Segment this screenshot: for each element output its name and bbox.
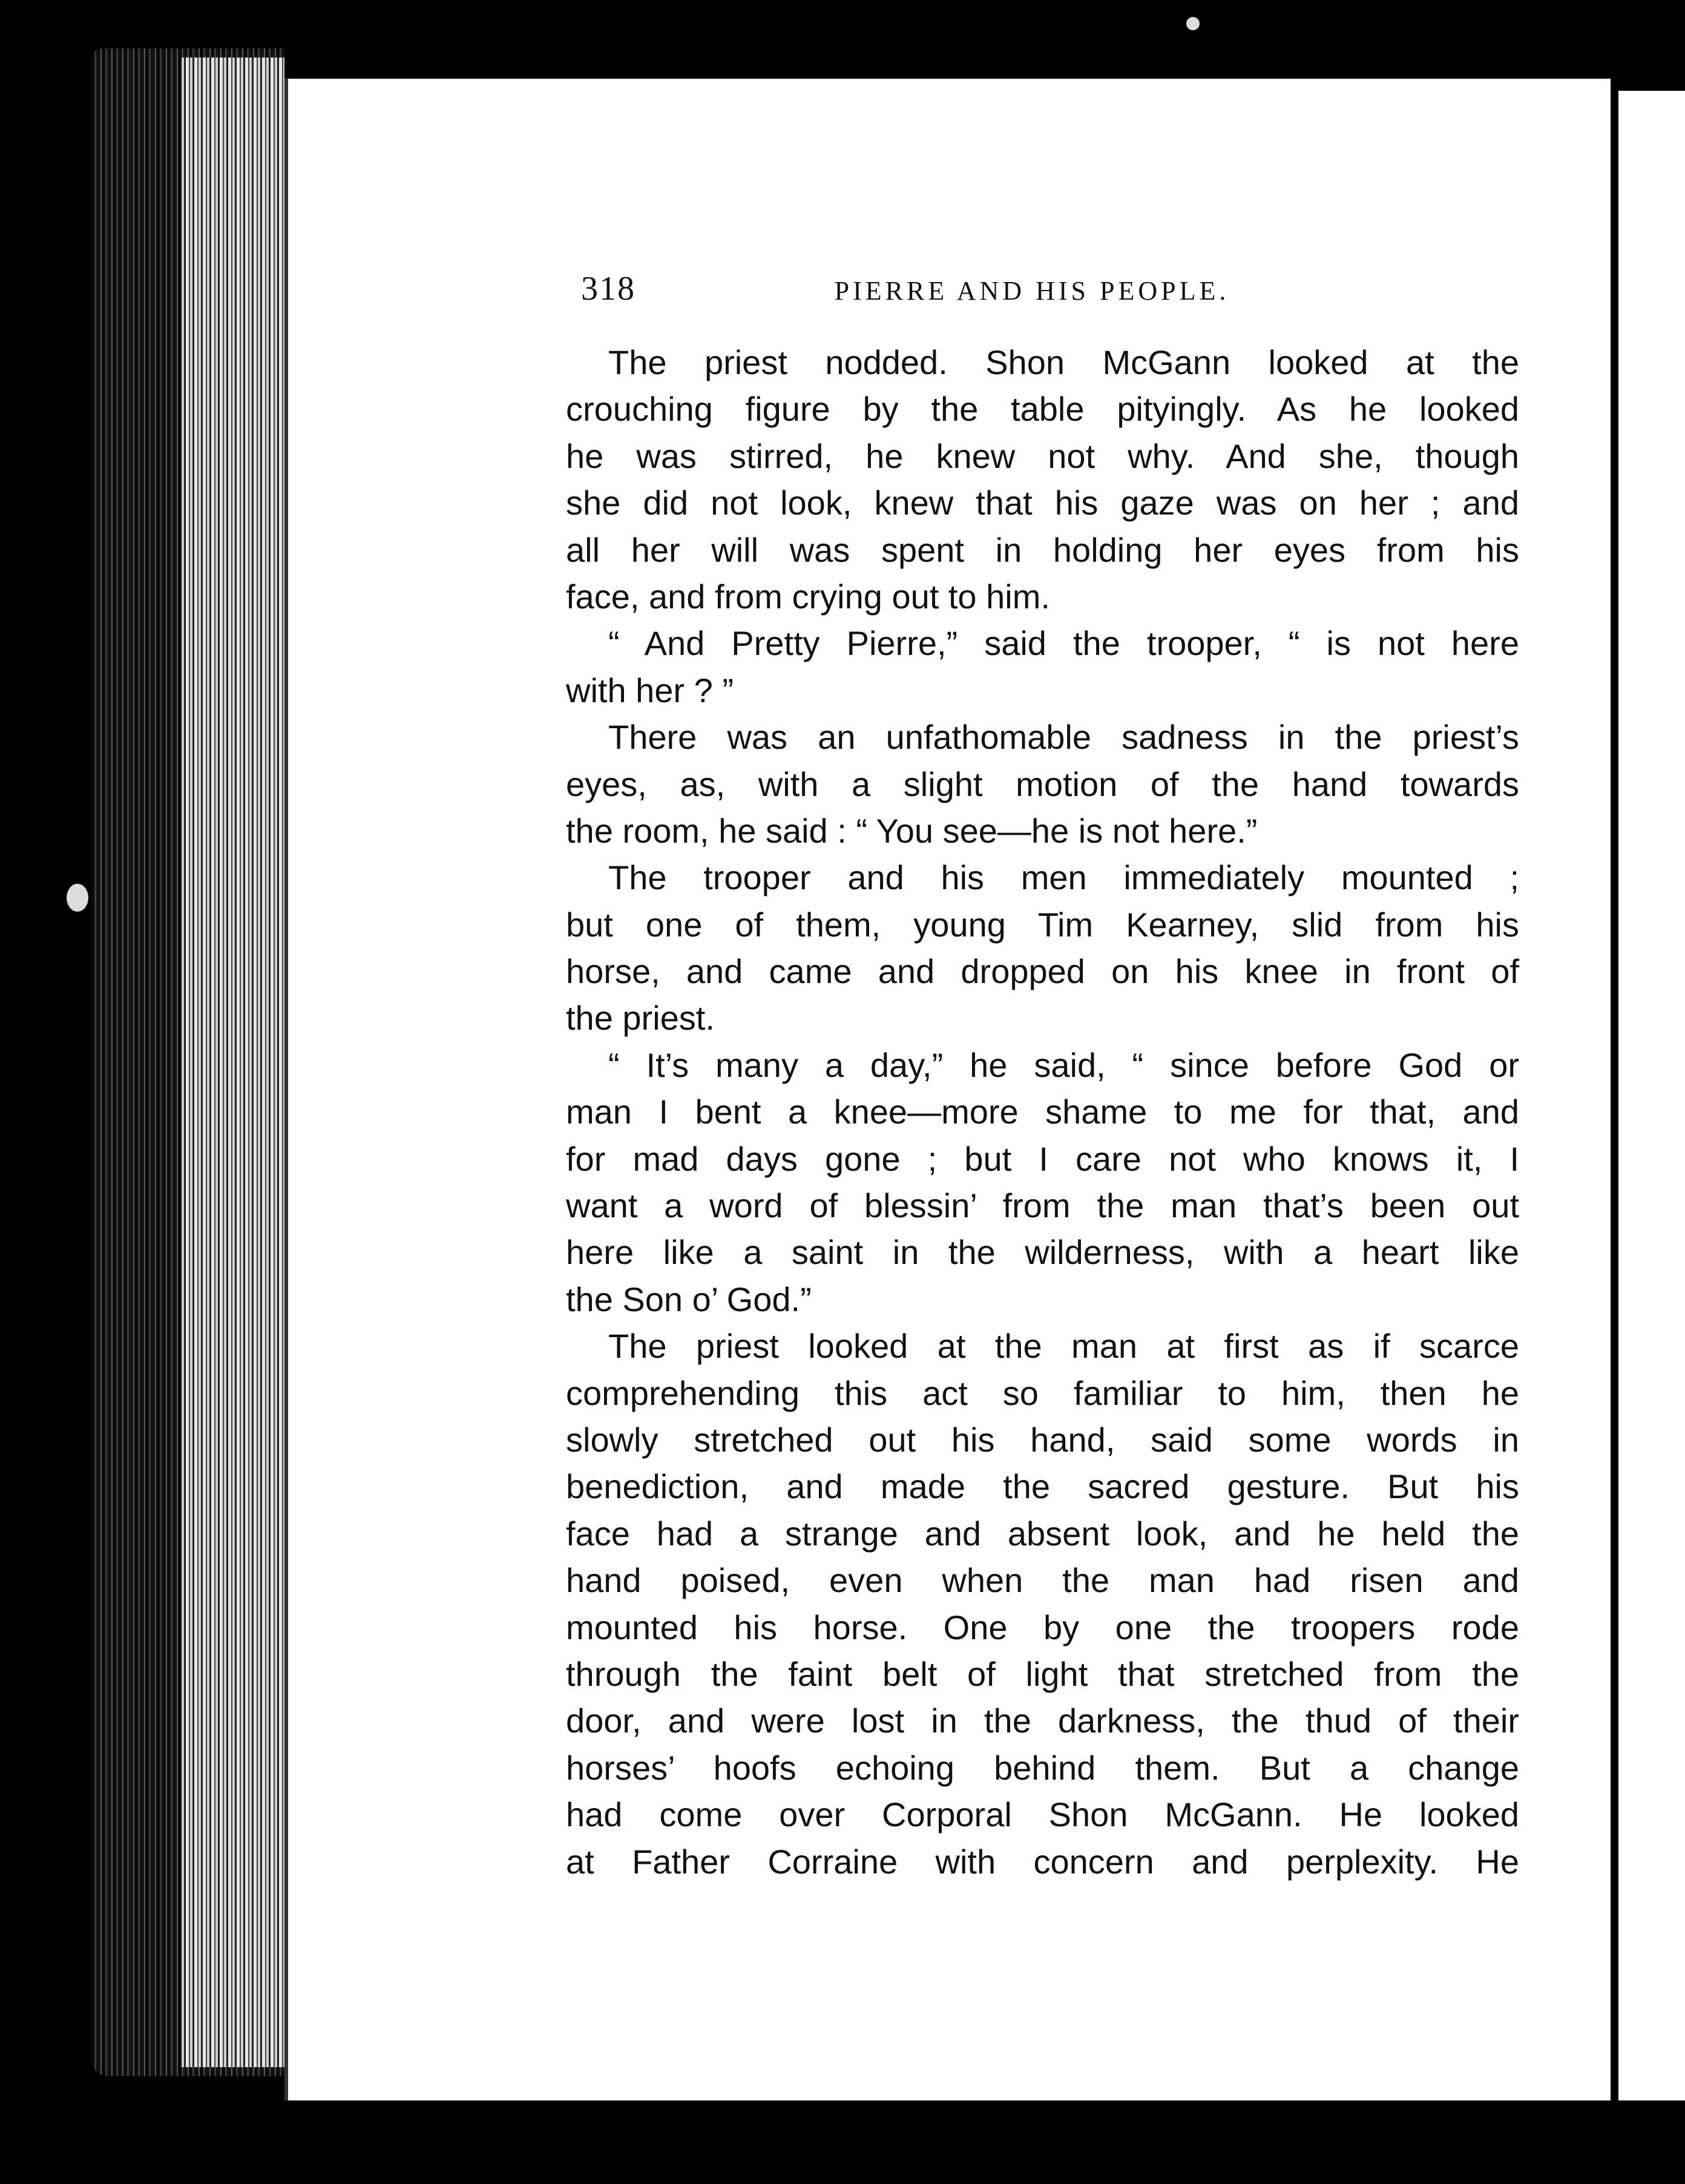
text-line: here like a saint in the wilderness, with a heart like xyxy=(566,1233,1519,1272)
text-line: comprehending this act so familiar to him, then he xyxy=(566,1373,1519,1412)
text-line: eyes, as, with a slight motion of the hand towards xyxy=(566,765,1519,803)
text-line: horse, and came and dropped on his knee in front of xyxy=(566,952,1519,991)
text-line: slowly stretched out his hand, said some words in xyxy=(566,1420,1519,1459)
text-line: at Father Corraine with concern and perplexity. He xyxy=(566,1842,1519,1881)
text-line: the Son o’ God.” xyxy=(566,1280,812,1318)
page-number: 318 xyxy=(581,270,636,308)
text-line: but one of them, young Tim Kearney, slid from his xyxy=(566,905,1519,944)
page-edges-stack xyxy=(182,58,284,2067)
text-line: “ It’s many a day,” he said, “ since before God or xyxy=(608,1045,1519,1084)
text-line: door, and were lost in the darkness, the thud of their xyxy=(566,1702,1519,1740)
text-line: crouching figure by the table pityingly. As he looked xyxy=(566,390,1519,429)
scan-speck xyxy=(67,884,88,912)
text-line: face had a strange and absent look, and he held the xyxy=(566,1514,1519,1553)
running-title: PIERRE AND HIS PEOPLE. xyxy=(834,276,1230,306)
text-line: The priest looked at the man at first as if scarce xyxy=(608,1327,1519,1366)
text-line: The trooper and his men immediately mounted ; xyxy=(608,858,1519,897)
text-line: she did not look, knew that his gaze was on her ; and xyxy=(566,484,1519,522)
text-line: mounted his horse. One by one the troopers rode xyxy=(566,1608,1519,1646)
scan-speck xyxy=(1186,17,1200,30)
text-line: through the faint belt of light that stretched from the xyxy=(566,1654,1519,1693)
text-line: hand poised, even when the man had risen and xyxy=(566,1561,1519,1600)
facing-page-edge xyxy=(1610,91,1685,2100)
body-text xyxy=(566,339,1519,1885)
text-line: face, and from crying out to him. xyxy=(566,577,1050,616)
text-line: all her will was spent in holding her eyes from his xyxy=(566,530,1519,569)
text-line: horses’ hoofs echoing behind them. But a change xyxy=(566,1748,1519,1787)
text-line: he was stirred, he knew not why. And she, though xyxy=(566,436,1519,475)
text-line: had come over Corporal Shon McGann. He looked xyxy=(566,1795,1519,1834)
text-line: the priest. xyxy=(566,999,715,1038)
text-line: for mad days gone ; but I care not who knows it, I xyxy=(566,1139,1519,1178)
text-line: with her ? ” xyxy=(566,671,734,709)
text-line: There was an unfathomable sadness in the priest’s xyxy=(608,718,1519,757)
text-line: “ And Pretty Pierre,” said the trooper, “ is not here xyxy=(608,624,1519,663)
text-line: the room, he said : “ You see—he is not here.” xyxy=(566,811,1258,850)
running-head xyxy=(581,269,1344,318)
text-line: benediction, and made the sacred gesture. But his xyxy=(566,1467,1519,1506)
text-line: The priest nodded. Shon McGann looked at the xyxy=(608,343,1519,381)
text-line: man I bent a knee—more shame to me for that, and xyxy=(566,1093,1519,1131)
text-line: want a word of blessin’ from the man that’s been out xyxy=(566,1186,1519,1225)
